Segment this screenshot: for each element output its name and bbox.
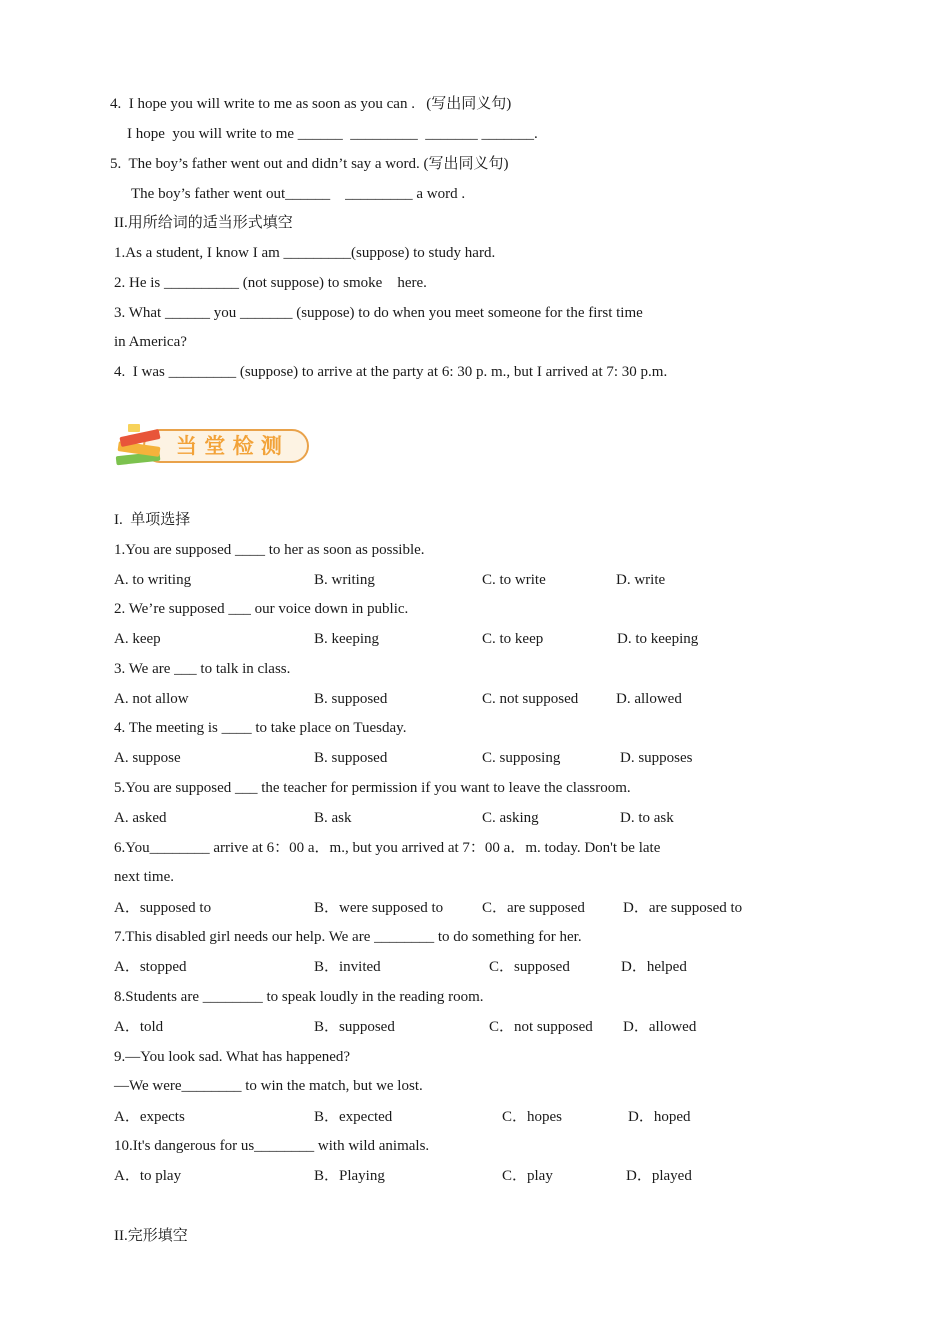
mc-option-c: C．play	[502, 1168, 553, 1184]
mc-option-b: B．supposed	[314, 1019, 395, 1035]
question-4-blank-line: I hope you will write to me ______ _________ _______ _______.	[127, 126, 538, 142]
section-2-title: II.用所给词的适当形式填空	[114, 215, 293, 231]
mc-question-9: 9.—You look sad. What has happened?	[114, 1049, 351, 1065]
fill-item-3-cont: in America?	[114, 334, 187, 350]
mc-option-a: A．expects	[114, 1109, 185, 1125]
mc-option-a: A. suppose	[114, 750, 181, 766]
mc-option-a: A. not allow	[114, 691, 189, 707]
mc-option-c: C. to keep	[482, 631, 544, 647]
mc-option-d: D．helped	[621, 959, 687, 975]
mc-option-b: B. ask	[314, 810, 352, 826]
mc-option-b: B．expected	[314, 1109, 393, 1125]
section-badge	[114, 420, 314, 472]
mc-question-2: 2. We’re supposed ___ our voice down in public.	[114, 601, 409, 617]
mc-question-7: 7.This disabled girl needs our help. We are ________ to do something for her.	[114, 929, 582, 945]
mc-option-b: B. keeping	[314, 631, 379, 647]
mc-option-d: D. supposes	[620, 750, 693, 766]
mc-question-6-cont: next time.	[114, 869, 174, 885]
badge-text: 当 堂 检 测	[176, 434, 282, 458]
mc-option-d: D. to keeping	[617, 631, 699, 647]
mc-option-a: A．told	[114, 1019, 164, 1035]
fill-item-4: 4. I was _________ (suppose) to arrive at the party at 6: 30 p. m., but I arrived at 7: 30 p.m.	[114, 364, 668, 380]
mc-option-a: A. to writing	[114, 572, 192, 588]
mc-question-9-cont: —We were________ to win the match, but we lost.	[114, 1078, 423, 1094]
fill-item-1: 1.As a student, I know I am _________(suppose) to study hard.	[114, 245, 496, 261]
mc-option-c: C. not supposed	[482, 691, 579, 707]
mc-option-c: C．not supposed	[489, 1019, 593, 1035]
mc-question-5: 5.You are supposed ___ the teacher for permission if you want to leave the classroom.	[114, 780, 631, 796]
mc-option-a: A．stopped	[114, 959, 187, 975]
mc-option-d: D．played	[626, 1168, 692, 1184]
mc-question-8: 8.Students are ________ to speak loudly in the reading room.	[114, 989, 484, 1005]
mc-option-b: B. writing	[314, 572, 375, 588]
mc-option-b: B. supposed	[314, 691, 388, 707]
mc-option-c: C．supposed	[489, 959, 570, 975]
mc-option-d: D．hoped	[628, 1109, 691, 1125]
mc-option-b: B．Playing	[314, 1168, 385, 1184]
mc-option-c: C. asking	[482, 810, 539, 826]
question-5-blank-line: The boy’s father went out______ _________ a word .	[131, 186, 466, 202]
mc-option-c: C．hopes	[502, 1109, 563, 1125]
mc-question-4: 4. The meeting is ____ to take place on Tuesday.	[114, 720, 407, 736]
mc-option-d: D. to ask	[620, 810, 674, 826]
mc-option-d: D．allowed	[623, 1019, 697, 1035]
section-1-title: I. 单项选择	[114, 512, 191, 528]
fill-item-2: 2. He is __________ (not suppose) to smoke here.	[114, 275, 427, 291]
mc-option-d: D. write	[616, 572, 666, 588]
mc-option-a: A. keep	[114, 631, 161, 647]
mc-question-10: 10.It's dangerous for us________ with wild animals.	[114, 1138, 430, 1154]
mc-question-3: 3. We are ___ to talk in class.	[114, 661, 291, 677]
question-5: 5. The boy’s father went out and didn’t say a word. (写出同义句)	[110, 156, 509, 172]
mc-question-6: 6.You________ arrive at 6：00 a．m., but you arrived at 7：00 a．m. today. Don't be late	[114, 840, 661, 856]
fill-item-3: 3. What ______ you _______ (suppose) to do when you meet someone for the first time	[114, 305, 643, 321]
question-4: 4. I hope you will write to me as soon as you can . (写出同义句)	[110, 96, 512, 112]
mc-option-b: B. supposed	[314, 750, 388, 766]
mc-option-a: A. asked	[114, 810, 167, 826]
mc-option-c: C. to write	[482, 572, 546, 588]
mc-option-c: C. supposing	[482, 750, 561, 766]
mc-option-a: A．supposed to	[114, 900, 212, 916]
mc-option-b: B．invited	[314, 959, 381, 975]
mc-option-d: D. allowed	[616, 691, 682, 707]
mc-option-c: C．are supposed	[482, 900, 585, 916]
mc-option-b: B．were supposed to	[314, 900, 444, 916]
mc-question-1: 1.You are supposed ____ to her as soon as possible.	[114, 542, 425, 558]
mc-option-d: D．are supposed to	[623, 900, 743, 916]
mc-option-a: A．to play	[114, 1168, 182, 1184]
section-2-cloze-title: II.完形填空	[114, 1228, 188, 1244]
